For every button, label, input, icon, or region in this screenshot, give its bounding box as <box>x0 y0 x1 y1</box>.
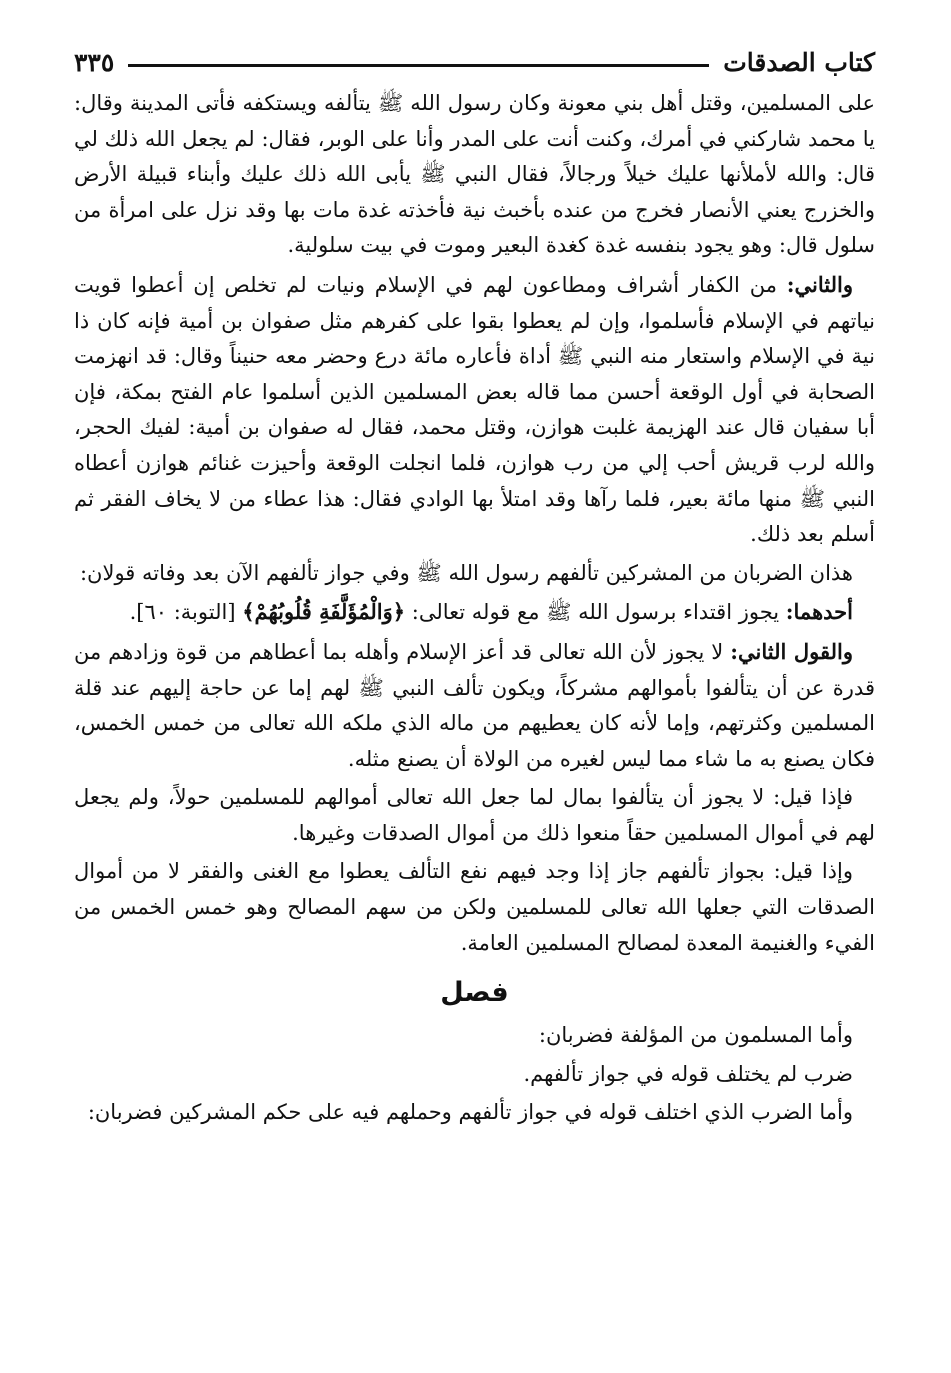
paragraph-text: يجوز اقتداء برسول الله ﷺ مع قوله تعالى: <box>405 600 786 625</box>
paragraph-text: ضرب لم يختلف قوله في جواز تألفهم. <box>523 1061 853 1086</box>
paragraph <box>74 854 875 961</box>
paragraph-text: وأما الضرب الذي اختلف قوله في جواز تألفهم وحملهم فيه على حكم المشركين فضربان: <box>87 1100 853 1125</box>
paragraph-text: من الكفار أشراف ومطاعون لهم في الإسلام ونيات لم تخلص إن أعطوا قويت نياتهم في الإسلام فأسلموا، وإن لم يعطوا بقوا على كفرهم مثل صفوان بن أمية فإنه كان ذا نية في الإسلام واستعار منه النبي ﷺ أداة فأعاره مائة درع وحضر معه حنيناً وقال: قد انهزمت الصحابة في أول الوقعة أحسن مما قاله بعض المسلمين الذين أسلموا عام الفتح بمكة، فإن أبا سفيان قال عند الهزيمة غلبت هوازن، وقتل محمد، فقال له صفوان بن أمية: لفيك الحجر، والله لرب قريش أحب إلي من رب هوازن، فلما انجلت الوقعة وأحيزت غنائم هوازن أعطاه النبي ﷺ منها مائة بعير، فلما رآها وقد امتلأ بها الوادي فقال: هذا عطاء من لا يخاف الفقر ثم أسلم بعد ذلك. <box>74 272 875 547</box>
page-header <box>74 44 875 80</box>
paragraph-text: على المسلمين، وقتل أهل بني معونة وكان رسول الله ﷺ يتألفه ويستكفه فأتى المدينة وقال: يا محمد شاركني في أمرك، وكنت أنت على المدر وأنا على الوبر، فقال: لم يجعل الله ذلك لي قال: والله لأملأنها عليك خيلاً ورجالاً، فقال النبي ﷺ يأبى الله ذلك عليك وأبناء قبيلة الأرض والخزرج يعني الأنصار فخرج من عنده بأخبث نية فأخذته غدة مات بها وقد نزل على امرأة من سلول قال: وهو يجود بنفسه غدة كغدة البعير وموت في بيت سلولية. <box>74 91 875 258</box>
paragraph-lead: والقول الثاني: <box>730 638 853 664</box>
paragraph <box>74 1095 875 1131</box>
verse-reference: [التوبة: ٦٠]. <box>129 600 243 625</box>
page-number: ٣٣٥ <box>74 47 115 77</box>
section-heading: فصل <box>440 977 509 1009</box>
paragraph <box>74 780 875 851</box>
paragraph-text: هذان الضربان من المشركين تألفهم رسول الله ﷺ وفي جواز تألفهم الآن بعد وفاته قولان: <box>79 560 853 585</box>
paragraph <box>74 634 875 777</box>
paragraph <box>74 267 875 553</box>
paragraph <box>74 1057 875 1093</box>
paragraph-text: وإذا قيل: بجواز تألفهم جاز إذا وجد فيهم نفع التألف يعطوا مع الغنى والفقر لا من أموال الصدقات التي جعلها الله تعالى للمسلمين ولكن من سهم المصالح وهو خمس الخمس من الفيء والغنيمة المعدة لمصالح المسلمين العامة. <box>74 859 875 955</box>
paragraph <box>74 86 875 264</box>
header-rule <box>128 64 709 67</box>
paragraph-lead: والثاني: <box>786 271 853 297</box>
quran-verse: ﴿وَالْمُؤَلَّفَةِ قُلُوبُهُمْ﴾ <box>242 599 406 625</box>
paragraph-text: لا يجوز لأن الله تعالى قد أعز الإسلام وأهله بما أعطاهم من قوة وزادهم من قدرة عن أن يتألفوا بأموالهم مشركاً، ويكون تألف النبي ﷺ لهم إما عن حاجة إليهم عند قلة المسلمين وكثرتهم، وإما لأنه كان يعطيهم من ماله الذي ملكه الله تعالى من خمس الخمس، فكان يصنع به ما شاء مما ليس لغيره من الولاة أن يصنع مثله. <box>74 639 875 771</box>
paragraph-lead: أحدهما: <box>785 599 853 625</box>
paragraph-text: وأما المسلمون من المؤلفة فضربان: <box>538 1023 853 1048</box>
paragraph <box>74 1018 875 1054</box>
book-title: كتاب الصدقات <box>723 47 875 77</box>
paragraph-text: فإذا قيل: لا يجوز أن يتألفوا بمال لما جعل الله تعالى أموالهم للمسلمين حولاً، ولم يجعل لهم في أموال المسلمين حقاً منعوا ذلك من أموال الصدقات وغيرها. <box>74 785 875 845</box>
paragraph <box>74 556 875 592</box>
paragraph <box>74 594 875 631</box>
